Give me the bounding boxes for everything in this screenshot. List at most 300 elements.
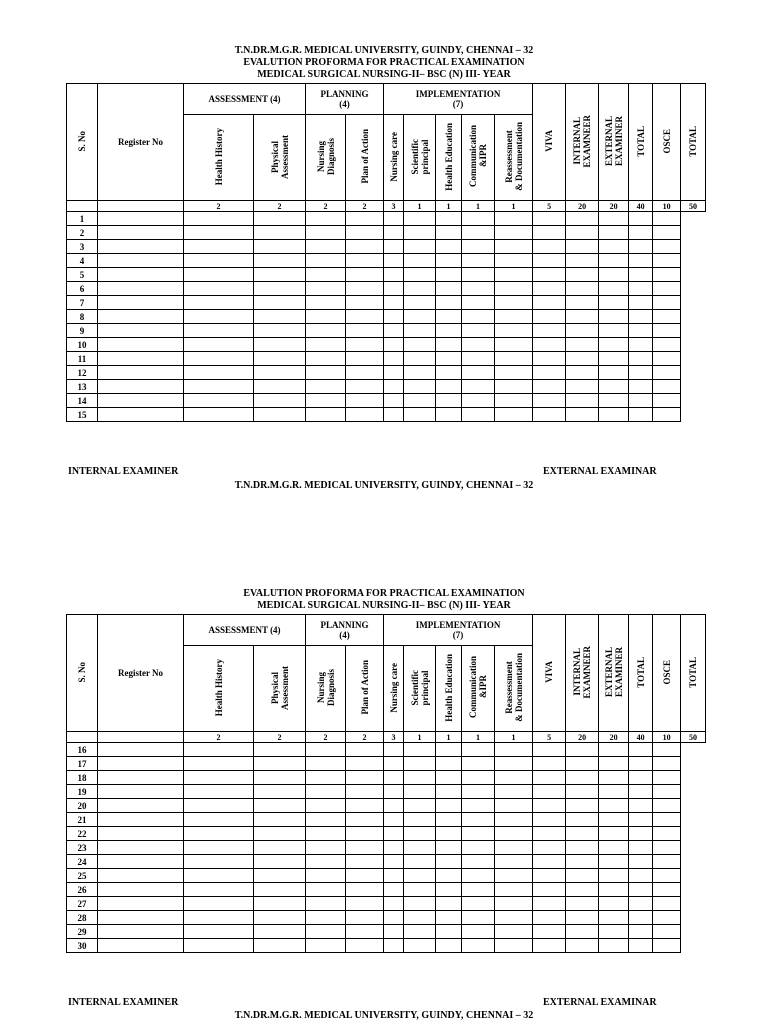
mark-entry-cell — [346, 827, 384, 841]
mark-entry-cell — [566, 883, 599, 897]
mark-entry-cell — [599, 380, 629, 394]
mark-entry-cell — [346, 296, 384, 310]
mark-entry-cell — [462, 310, 495, 324]
mark-entry-cell — [462, 240, 495, 254]
mark-entry-cell — [566, 799, 599, 813]
mark-entry-cell — [346, 855, 384, 869]
mark-entry-cell — [653, 408, 681, 422]
table-row — [67, 883, 706, 897]
implementation-header: IMPLEMENTATION (7) — [384, 84, 533, 115]
table-row — [67, 869, 706, 883]
health-education-header: Health Education — [436, 646, 462, 732]
mark-entry-cell — [629, 240, 653, 254]
table-row — [67, 757, 706, 771]
internal-examiner-header: INTERNAL EXAMNEER — [566, 615, 599, 732]
mark-entry-cell — [98, 869, 184, 883]
mark-entry-cell — [599, 296, 629, 310]
mark-entry-cell — [346, 408, 384, 422]
mark-entry-cell — [653, 771, 681, 785]
mark-entry-cell — [566, 841, 599, 855]
mark-entry-cell — [599, 254, 629, 268]
mark-entry-cell — [98, 771, 184, 785]
mark-entry-cell — [462, 408, 495, 422]
mark-entry-cell — [98, 883, 184, 897]
serial-number: 17 — [67, 757, 98, 771]
mark-entry-cell — [436, 855, 462, 869]
mark-entry-cell — [184, 883, 254, 897]
implementation-header: IMPLEMENTATION (7) — [384, 615, 533, 646]
mark-cell: 1 — [462, 732, 495, 743]
mark-cell: 50 — [681, 732, 706, 743]
mark-entry-cell — [98, 226, 184, 240]
mark-entry-cell — [404, 855, 436, 869]
mark-entry-cell — [629, 352, 653, 366]
mark-entry-cell — [98, 212, 184, 226]
mark-entry-cell — [533, 757, 566, 771]
mark-entry-cell — [404, 324, 436, 338]
mark-cell: 1 — [436, 201, 462, 212]
mark-entry-cell — [254, 254, 306, 268]
mark-entry-cell — [533, 813, 566, 827]
mark-entry-cell — [254, 869, 306, 883]
mark-entry-cell — [98, 394, 184, 408]
table-row — [67, 408, 706, 422]
mark-entry-cell — [436, 226, 462, 240]
mark-entry-cell — [462, 883, 495, 897]
mark-entry-cell — [436, 282, 462, 296]
mark-entry-cell — [254, 743, 306, 757]
mark-entry-cell — [184, 394, 254, 408]
proforma-title: EVALUTION PROFORMA FOR PRACTICAL EXAMINATION — [243, 588, 525, 599]
serial-number: 1 — [67, 212, 98, 226]
mark-entry-cell — [533, 212, 566, 226]
mark-entry-cell — [533, 883, 566, 897]
mark-entry-cell — [346, 282, 384, 296]
internal-examiner-signature: INTERNAL EXAMINER — [68, 997, 179, 1008]
mark-entry-cell — [346, 240, 384, 254]
mark-entry-cell — [436, 771, 462, 785]
mark-entry-cell — [495, 911, 533, 925]
plan-of-action-header: Plan of Action — [346, 646, 384, 732]
mark-entry-cell — [599, 841, 629, 855]
mark-entry-cell — [495, 394, 533, 408]
mark-entry-cell — [346, 254, 384, 268]
mark-entry-cell — [98, 310, 184, 324]
mark-entry-cell — [566, 897, 599, 911]
mark-entry-cell — [566, 939, 599, 953]
mark-entry-cell — [346, 226, 384, 240]
mark-entry-cell — [653, 366, 681, 380]
proforma-title: EVALUTION PROFORMA FOR PRACTICAL EXAMINATION — [243, 57, 525, 68]
table-row — [67, 813, 706, 827]
mark-entry-cell — [436, 212, 462, 226]
mark-entry-cell — [599, 883, 629, 897]
mark-entry-cell — [495, 324, 533, 338]
mark-entry-cell — [653, 394, 681, 408]
mark-entry-cell — [404, 911, 436, 925]
serial-number: 22 — [67, 827, 98, 841]
mark-entry-cell — [346, 212, 384, 226]
mark-entry-cell — [462, 366, 495, 380]
mark-entry-cell — [495, 785, 533, 799]
physical-assessment-header: Physical Assessment — [254, 646, 306, 732]
mark-entry-cell — [599, 939, 629, 953]
mark-entry-cell — [254, 268, 306, 282]
mark-entry-cell — [533, 939, 566, 953]
mark-entry-cell — [436, 785, 462, 799]
mark-entry-cell — [184, 324, 254, 338]
mark-entry-cell — [306, 226, 346, 240]
mark-entry-cell — [346, 743, 384, 757]
nursing-care-header: Nursing care — [384, 115, 404, 201]
table-row — [67, 352, 706, 366]
mark-entry-cell — [495, 282, 533, 296]
mark-entry-cell — [306, 925, 346, 939]
mark-entry-cell — [346, 338, 384, 352]
mark-entry-cell — [653, 212, 681, 226]
evaluation-table-2 — [66, 614, 706, 953]
mark-entry-cell — [384, 366, 404, 380]
mark-entry-cell — [306, 380, 346, 394]
mark-entry-cell — [462, 380, 495, 394]
mark-entry-cell — [495, 254, 533, 268]
total-header: TOTAL — [629, 84, 653, 201]
mark-entry-cell — [599, 799, 629, 813]
mark-entry-cell — [653, 757, 681, 771]
mark-entry-cell — [629, 883, 653, 897]
mark-entry-cell — [184, 785, 254, 799]
mark-entry-cell — [98, 939, 184, 953]
mark-entry-cell — [346, 785, 384, 799]
mark-entry-cell — [306, 282, 346, 296]
mark-entry-cell — [384, 324, 404, 338]
mark-entry-cell — [566, 408, 599, 422]
mark-entry-cell — [98, 911, 184, 925]
mark-entry-cell — [566, 855, 599, 869]
serial-number: 5 — [67, 268, 98, 282]
mark-entry-cell — [436, 757, 462, 771]
mark-entry-cell — [462, 799, 495, 813]
nursing-diagnosis-header: Nursing Diagnosis — [306, 646, 346, 732]
mark-entry-cell — [98, 408, 184, 422]
mark-entry-cell — [98, 254, 184, 268]
mark-entry-cell — [384, 408, 404, 422]
mark-entry-cell — [254, 296, 306, 310]
mark-entry-cell — [384, 240, 404, 254]
mark-entry-cell — [346, 883, 384, 897]
planning-header: PLANNING (4) — [306, 84, 384, 115]
mark-entry-cell — [404, 897, 436, 911]
mark-entry-cell — [495, 268, 533, 282]
osce-header: OSCE — [653, 84, 681, 201]
serial-number: 18 — [67, 771, 98, 785]
mark-entry-cell — [653, 310, 681, 324]
mark-entry-cell — [629, 394, 653, 408]
mark-entry-cell — [462, 324, 495, 338]
mark-entry-cell — [306, 911, 346, 925]
mark-entry-cell — [384, 743, 404, 757]
mark-entry-cell — [533, 394, 566, 408]
mark-entry-cell — [462, 268, 495, 282]
mark-entry-cell — [629, 380, 653, 394]
mark-entry-cell — [629, 799, 653, 813]
mark-entry-cell — [346, 939, 384, 953]
mark-entry-cell — [184, 869, 254, 883]
mark-entry-cell — [254, 310, 306, 324]
mark-entry-cell — [384, 799, 404, 813]
mark-entry-cell — [184, 757, 254, 771]
mark-entry-cell — [533, 925, 566, 939]
table-row — [67, 841, 706, 855]
mark-entry-cell — [462, 911, 495, 925]
mark-entry-cell — [629, 296, 653, 310]
mark-entry-cell — [495, 296, 533, 310]
serial-number: 20 — [67, 799, 98, 813]
mark-entry-cell — [306, 897, 346, 911]
course-title: MEDICAL SURGICAL NURSING-II– BSC (N) III- YEAR — [257, 600, 511, 611]
mark-entry-cell — [384, 939, 404, 953]
mark-entry-cell — [254, 939, 306, 953]
mark-entry-cell — [436, 813, 462, 827]
mark-entry-cell — [599, 240, 629, 254]
mark-entry-cell — [566, 869, 599, 883]
mark-cell: 20 — [566, 732, 599, 743]
mark-entry-cell — [533, 380, 566, 394]
mark-entry-cell — [533, 324, 566, 338]
mark-entry-cell — [653, 869, 681, 883]
table-row — [67, 911, 706, 925]
mark-entry-cell — [462, 785, 495, 799]
serial-number: 29 — [67, 925, 98, 939]
mark-entry-cell — [98, 841, 184, 855]
mark-entry-cell — [384, 897, 404, 911]
mark-entry-cell — [184, 841, 254, 855]
mark-entry-cell — [495, 352, 533, 366]
mark-entry-cell — [436, 408, 462, 422]
mark-cell: 20 — [599, 201, 629, 212]
mark-entry-cell — [346, 897, 384, 911]
mark-entry-cell — [566, 925, 599, 939]
mark-entry-cell — [495, 855, 533, 869]
table-row — [67, 394, 706, 408]
mark-entry-cell — [346, 925, 384, 939]
mark-entry-cell — [599, 855, 629, 869]
nursing-care-header: Nursing care — [384, 646, 404, 732]
mark-entry-cell — [306, 366, 346, 380]
mark-entry-cell — [462, 226, 495, 240]
mark-entry-cell — [462, 771, 495, 785]
mark-entry-cell — [436, 925, 462, 939]
university-title: T.N.DR.M.G.R. MEDICAL UNIVERSITY, GUINDY, CHENNAI – 32 — [234, 480, 534, 491]
serial-number: 25 — [67, 869, 98, 883]
mark-entry-cell — [254, 338, 306, 352]
mark-entry-cell — [436, 352, 462, 366]
mark-entry-cell — [254, 911, 306, 925]
mark-entry-cell — [436, 911, 462, 925]
mark-entry-cell — [599, 771, 629, 785]
mark-entry-cell — [533, 296, 566, 310]
table-row — [67, 240, 706, 254]
grand-total-header: TOTAL — [681, 615, 706, 732]
mark-entry-cell — [629, 897, 653, 911]
mark-entry-cell — [566, 212, 599, 226]
planning-header: PLANNING (4) — [306, 615, 384, 646]
mark-entry-cell — [98, 827, 184, 841]
mark-entry-cell — [533, 855, 566, 869]
mark-entry-cell — [599, 226, 629, 240]
mark-entry-cell — [462, 338, 495, 352]
table-row — [67, 282, 706, 296]
mark-entry-cell — [495, 212, 533, 226]
mark-entry-cell — [346, 799, 384, 813]
mark-entry-cell — [495, 757, 533, 771]
mark-entry-cell — [629, 869, 653, 883]
mark-entry-cell — [254, 212, 306, 226]
university-title: T.N.DR.M.G.R. MEDICAL UNIVERSITY, GUINDY, CHENNAI – 32 — [234, 45, 534, 56]
mark-entry-cell — [98, 813, 184, 827]
mark-entry-cell — [629, 743, 653, 757]
mark-entry-cell — [599, 813, 629, 827]
mark-entry-cell — [436, 366, 462, 380]
mark-entry-cell — [495, 939, 533, 953]
mark-entry-cell — [436, 827, 462, 841]
sno-header: S. No — [67, 84, 98, 201]
mark-entry-cell — [306, 855, 346, 869]
table-row — [67, 324, 706, 338]
mark-entry-cell — [495, 240, 533, 254]
table-row — [67, 380, 706, 394]
mark-entry-cell — [98, 925, 184, 939]
mark-entry-cell — [306, 939, 346, 953]
mark-entry-cell — [653, 226, 681, 240]
mark-cell: 2 — [346, 732, 384, 743]
mark-entry-cell — [306, 827, 346, 841]
mark-entry-cell — [436, 240, 462, 254]
mark-entry-cell — [254, 352, 306, 366]
mark-entry-cell — [254, 785, 306, 799]
mark-entry-cell — [462, 743, 495, 757]
mark-entry-cell — [436, 869, 462, 883]
mark-entry-cell — [184, 310, 254, 324]
mark-entry-cell — [404, 212, 436, 226]
mark-entry-cell — [653, 883, 681, 897]
mark-entry-cell — [566, 268, 599, 282]
mark-cell: 2 — [306, 201, 346, 212]
viva-header: VIVA — [533, 615, 566, 732]
mark-entry-cell — [599, 268, 629, 282]
mark-entry-cell — [384, 911, 404, 925]
mark-entry-cell — [495, 827, 533, 841]
mark-entry-cell — [629, 366, 653, 380]
mark-entry-cell — [462, 813, 495, 827]
mark-entry-cell — [629, 212, 653, 226]
mark-entry-cell — [384, 785, 404, 799]
mark-entry-cell — [254, 883, 306, 897]
internal-examiner-signature: INTERNAL EXAMINER — [68, 466, 179, 477]
mark-entry-cell — [346, 841, 384, 855]
table-row — [67, 296, 706, 310]
health-history-header: Health History — [184, 646, 254, 732]
mark-entry-cell — [184, 771, 254, 785]
mark-entry-cell — [184, 743, 254, 757]
table-row — [67, 771, 706, 785]
mark-entry-cell — [436, 268, 462, 282]
serial-number: 4 — [67, 254, 98, 268]
mark-entry-cell — [384, 296, 404, 310]
mark-entry-cell — [629, 813, 653, 827]
serial-number: 15 — [67, 408, 98, 422]
mark-entry-cell — [566, 366, 599, 380]
mark-entry-cell — [462, 254, 495, 268]
mark-entry-cell — [384, 869, 404, 883]
mark-entry-cell — [254, 925, 306, 939]
mark-entry-cell — [533, 310, 566, 324]
mark-entry-cell — [404, 254, 436, 268]
external-examiner-signature: EXTERNAL EXAMINAR — [543, 997, 657, 1008]
mark-entry-cell — [184, 254, 254, 268]
table-row — [67, 310, 706, 324]
mark-entry-cell — [346, 268, 384, 282]
serial-number: 23 — [67, 841, 98, 855]
grand-total-header: TOTAL — [681, 84, 706, 201]
mark-entry-cell — [653, 380, 681, 394]
sno-header: S. No — [67, 615, 98, 732]
mark-entry-cell — [462, 296, 495, 310]
mark-entry-cell — [629, 757, 653, 771]
serial-number: 2 — [67, 226, 98, 240]
serial-number: 21 — [67, 813, 98, 827]
table-row — [67, 338, 706, 352]
table-row — [67, 785, 706, 799]
mark-entry-cell — [629, 939, 653, 953]
mark-entry-cell — [533, 240, 566, 254]
serial-number: 10 — [67, 338, 98, 352]
scientific-principal-header: Scientific principal — [404, 646, 436, 732]
mark-entry-cell — [495, 897, 533, 911]
mark-entry-cell — [566, 911, 599, 925]
mark-entry-cell — [404, 869, 436, 883]
mark-entry-cell — [533, 785, 566, 799]
mark-entry-cell — [306, 799, 346, 813]
table-row — [67, 366, 706, 380]
mark-entry-cell — [462, 394, 495, 408]
mark-entry-cell — [653, 352, 681, 366]
serial-number: 19 — [67, 785, 98, 799]
serial-number: 26 — [67, 883, 98, 897]
mark-cell: 2 — [254, 201, 306, 212]
serial-number: 24 — [67, 855, 98, 869]
mark-entry-cell — [653, 841, 681, 855]
mark-entry-cell — [98, 240, 184, 254]
mark-entry-cell — [98, 799, 184, 813]
marks-blank — [98, 201, 184, 212]
mark-entry-cell — [653, 743, 681, 757]
mark-cell: 1 — [495, 201, 533, 212]
mark-entry-cell — [599, 366, 629, 380]
mark-entry-cell — [306, 240, 346, 254]
mark-entry-cell — [653, 827, 681, 841]
mark-entry-cell — [306, 324, 346, 338]
mark-cell: 5 — [533, 732, 566, 743]
mark-entry-cell — [653, 254, 681, 268]
mark-entry-cell — [462, 869, 495, 883]
mark-entry-cell — [404, 282, 436, 296]
marks-row — [67, 201, 706, 212]
mark-entry-cell — [653, 925, 681, 939]
mark-entry-cell — [254, 394, 306, 408]
marks-blank — [67, 201, 98, 212]
mark-entry-cell — [653, 296, 681, 310]
